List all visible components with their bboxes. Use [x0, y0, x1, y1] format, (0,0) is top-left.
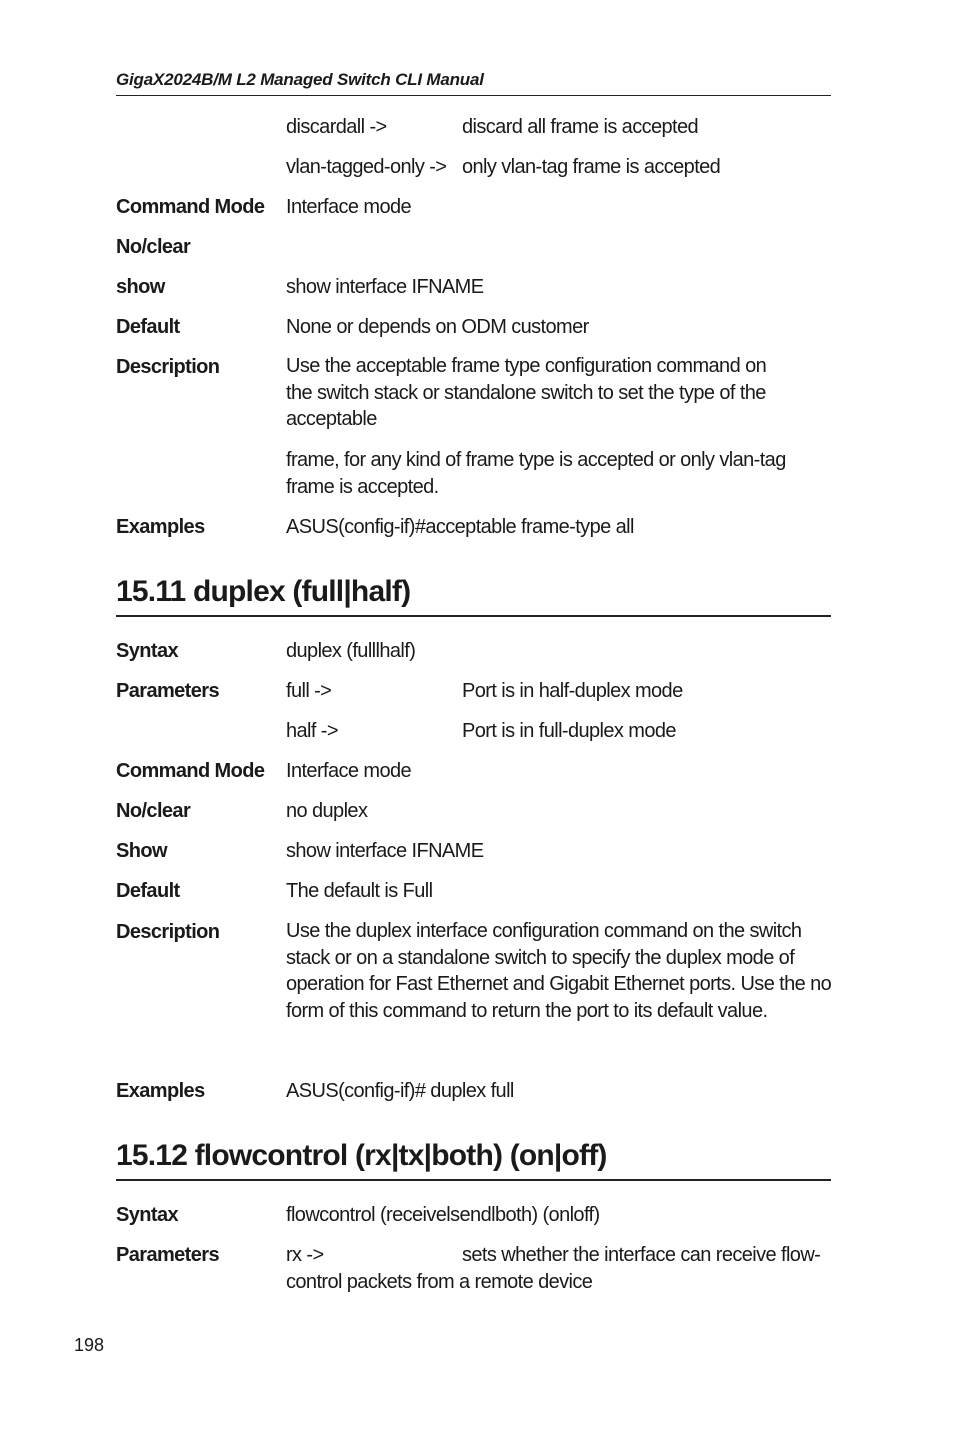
- default-value: None or depends on ODM customer: [286, 316, 589, 338]
- param-name: vlan-tagged-only ->: [286, 156, 447, 178]
- examples-value: ASUS(config-if)#acceptable frame-type all: [286, 516, 634, 538]
- page-number: 198: [74, 1335, 105, 1355]
- param-desc: Port is in half-duplex mode: [462, 680, 683, 702]
- param-name: discardall ->: [286, 116, 387, 138]
- description-label: Description: [116, 356, 220, 378]
- param-name: full ->: [286, 680, 332, 702]
- param-desc: discard all frame is accepted: [462, 116, 699, 138]
- show-label: Show: [116, 840, 167, 862]
- command-mode-label: Command Mode: [116, 760, 265, 782]
- command-mode-label: Command Mode: [116, 196, 265, 218]
- examples-value: ASUS(config-if)# duplex full: [286, 1080, 514, 1102]
- show-label: show: [116, 276, 165, 298]
- param-desc: sets whether the interface can receive flow-: [462, 1244, 821, 1266]
- default-label: Default: [116, 880, 180, 902]
- running-header: GigaX2024B/M L2 Managed Switch CLI Manual: [116, 70, 831, 96]
- syntax-label: Syntax: [116, 1204, 178, 1226]
- syntax-value: flowcontrol (receivelsendlboth) (onloff): [286, 1204, 600, 1226]
- description-paragraph: Use the acceptable frame type configuration command on the switch stack or standalone switch to set the type of the acceptable: [286, 355, 767, 431]
- parameters-label: Parameters: [116, 680, 219, 702]
- param-desc: only vlan-tag frame is accepted: [462, 156, 721, 178]
- parameters-label: Parameters: [116, 1244, 219, 1266]
- description-paragraph: Use the duplex interface configuration command on the switch stack or on a standalone switch to specify the duplex mode of operation for Fast Ethernet and Gigabit Ethernet ports. Use the no form of this command to return the port to its default value.: [286, 920, 832, 1022]
- description-paragraph: frame, for any kind of frame type is accepted or only vlan-tag frame is accepted.: [286, 449, 786, 498]
- section-heading: 15.11 duplex (full|half): [116, 575, 831, 617]
- param-desc-continued: control packets from a remote device: [286, 1271, 593, 1293]
- examples-label: Examples: [116, 516, 205, 538]
- examples-label: Examples: [116, 1080, 205, 1102]
- param-desc: Port is in full-duplex mode: [462, 720, 676, 742]
- noclear-label: No/clear: [116, 800, 191, 822]
- syntax-label: Syntax: [116, 640, 178, 662]
- show-value: show interface IFNAME: [286, 840, 484, 862]
- command-mode-value: Interface mode: [286, 196, 412, 218]
- section-heading: 15.12 flowcontrol (rx|tx|both) (on|off): [116, 1139, 831, 1181]
- default-label: Default: [116, 316, 180, 338]
- param-name: rx ->: [286, 1244, 324, 1266]
- default-value: The default is Full: [286, 880, 433, 902]
- param-name: half ->: [286, 720, 338, 742]
- noclear-value: no duplex: [286, 800, 368, 822]
- syntax-value: duplex (fulllhalf): [286, 640, 416, 662]
- description-label: Description: [116, 921, 220, 943]
- show-value: show interface IFNAME: [286, 276, 484, 298]
- noclear-label: No/clear: [116, 236, 191, 258]
- command-mode-value: Interface mode: [286, 760, 412, 782]
